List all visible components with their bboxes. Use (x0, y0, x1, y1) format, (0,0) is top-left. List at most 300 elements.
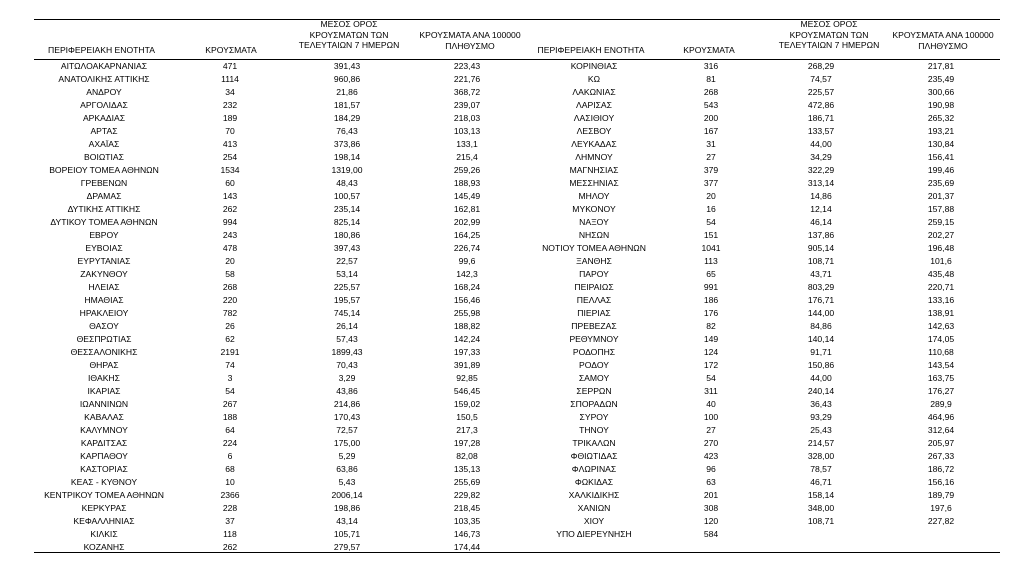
header-avg7-left (294, 19, 404, 51)
cases-cell: 149 (703, 334, 719, 344)
per100k-cell: 176,27 (927, 386, 955, 396)
cases-cell: 74 (225, 360, 235, 370)
cases-cell: 2366 (220, 490, 240, 500)
per100k-cell: 255,69 (453, 477, 481, 487)
unit-cell: ΠΙΕΡΙΑΣ (577, 308, 611, 318)
cases-cell: 27 (706, 152, 716, 162)
per100k-cell: 159,02 (453, 399, 481, 409)
cases-cell: 413 (222, 139, 238, 149)
avg7-cell: 268,29 (760, 60, 882, 74)
avg7-cell (760, 528, 882, 541)
avg7-cell: 144,00 (807, 308, 835, 318)
per100k-cell: 189,79 (927, 490, 955, 500)
unit-cell: ΑΙΤΩΛΟΑΚΑΡΝΑΝΙΑΣ (34, 60, 174, 74)
cases-cell: 377 (703, 178, 719, 188)
table-row (34, 268, 526, 281)
avg7-cell: 180,86 (333, 230, 361, 240)
avg7-cell: 108,71 (807, 256, 835, 266)
cases-cell: 143 (222, 191, 238, 201)
cases-cell: 201 (703, 490, 719, 500)
per100k-cell: 99,6 (458, 256, 476, 266)
unit-cell: ΠΕΙΡΑΙΩΣ (574, 282, 614, 292)
table-row (34, 515, 526, 528)
avg7-cell: 108,71 (807, 516, 835, 526)
per100k-cell: 188,93 (453, 178, 481, 188)
table-row (34, 307, 526, 320)
table-row (34, 372, 526, 385)
per100k-cell: 197,6 (930, 503, 952, 513)
table-row (526, 463, 1000, 476)
unit-cell: ΚΟΖΑΝΗΣ (83, 542, 125, 552)
cases-cell: 262 (222, 204, 238, 214)
table-row (526, 320, 1000, 333)
avg7-cell: 100,57 (333, 191, 361, 201)
per100k-cell: 142,63 (927, 321, 955, 331)
table-row (34, 463, 526, 476)
avg7-cell: 225,57 (807, 87, 835, 97)
unit-cell: ΓΡΕΒΕΝΩΝ (80, 178, 128, 188)
table-row (526, 99, 1000, 112)
header-avg-line2: ΚΡΟΥΣΜΑΤΩΝ ΤΩΝ (789, 29, 869, 40)
cases-cell: 200 (703, 113, 719, 123)
cases-cell: 176 (703, 308, 719, 318)
table-row (526, 203, 1000, 216)
avg7-cell: 1319,00 (331, 165, 363, 175)
avg7-cell: 48,43 (336, 178, 358, 188)
unit-cell: ΚΑΣΤΟΡΙΑΣ (80, 464, 128, 474)
unit-cell: ΚΕΦΑΛΛΗΝΙΑΣ (73, 516, 135, 526)
per100k-cell: 145,49 (453, 191, 481, 201)
cases-cell: 118 (223, 529, 237, 539)
table-row (34, 60, 526, 74)
unit-cell: ΒΟΙΩΤΙΑΣ (84, 152, 124, 162)
cases-cell: 124 (703, 347, 719, 357)
table-row (526, 346, 1000, 359)
per100k-cell: 235,49 (927, 74, 955, 84)
cases-cell: 172 (703, 360, 719, 370)
avg7-cell: 84,86 (810, 321, 832, 331)
unit-cell: ΡΟΔΟΠΗΣ (572, 347, 616, 357)
cases-cell: 1534 (220, 165, 240, 175)
table-row (34, 437, 526, 450)
cases-cell: 1041 (701, 243, 721, 253)
per100k-cell: 368,72 (453, 87, 481, 97)
header-cases-right: ΚΡΟΥΣΜΑΤΑ (683, 45, 735, 55)
table-row (526, 385, 1000, 398)
per100k-cell: 201,37 (927, 191, 955, 201)
table-row (526, 489, 1000, 502)
per100k-cell: 312,64 (927, 425, 955, 435)
cases-cell: 379 (703, 165, 719, 175)
avg7-cell: 133,57 (807, 126, 835, 136)
per100k-cell: 103,35 (453, 516, 481, 526)
header-avg-line3: ΤΕΛΕΥΤΑΙΩΝ 7 ΗΜΕΡΩΝ (778, 40, 880, 50)
avg7-cell: 72,57 (336, 425, 358, 435)
per100k-cell: 218,45 (453, 503, 481, 513)
per100k-cell (882, 528, 1000, 541)
avg7-cell: 279,57 (333, 542, 361, 552)
per100k-cell: 146,73 (453, 529, 481, 539)
unit-cell: ΙΚΑΡΙΑΣ (87, 386, 121, 396)
avg7-cell: 214,57 (807, 438, 835, 448)
unit-cell: ΕΒΡΟΥ (89, 230, 119, 240)
header-unit-right: ΠΕΡΙΦΕΡΕΙΑΚΗ ΕΝΟΤΗΤΑ (537, 45, 645, 55)
avg7-cell: 34,29 (810, 152, 832, 162)
unit-cell: ΛΑΣΙΘΙΟΥ (573, 113, 615, 123)
per100k-cell: 205,97 (927, 438, 955, 448)
cases-cell: 991 (703, 282, 719, 292)
cases-cell: 308 (703, 503, 719, 513)
table-row (526, 450, 1000, 463)
avg7-cell: 170,43 (333, 412, 361, 422)
table-row (526, 528, 1000, 541)
unit-cell: ΑΡΤΑΣ (90, 126, 118, 136)
cases-cell: 70 (225, 126, 235, 136)
cases-cell: 584 (703, 529, 719, 539)
table-row (34, 229, 526, 242)
avg7-cell: 43,14 (336, 516, 358, 526)
unit-cell: ΚΟΡΙΝΘΙΑΣ (526, 60, 662, 74)
unit-cell: ΥΠΟ ΔΙΕΡΕΥΝΗΣΗ (556, 529, 632, 539)
avg7-cell: 63,86 (336, 464, 358, 474)
avg7-cell: 960,86 (333, 74, 361, 84)
unit-cell: ΝΗΣΩΝ (578, 230, 610, 240)
bottom-rule (34, 552, 1000, 553)
avg7-cell: 195,57 (333, 295, 361, 305)
avg7-cell: 198,14 (333, 152, 361, 162)
unit-cell: ΠΡΕΒΕΖΑΣ (571, 321, 617, 331)
cases-cell: 316 (662, 60, 760, 74)
table-row (34, 294, 526, 307)
table-row (526, 177, 1000, 190)
avg7-cell: 36,43 (810, 399, 832, 409)
table-row (526, 307, 1000, 320)
cases-cell: 20 (225, 256, 235, 266)
unit-cell: ΑΡΓΟΛΙΔΑΣ (80, 100, 128, 110)
per100k-cell: 289,9 (930, 399, 952, 409)
cases-cell: 232 (222, 100, 238, 110)
table-row (526, 216, 1000, 229)
cases-cell: 54 (706, 373, 716, 383)
avg7-cell: 91,71 (810, 347, 832, 357)
unit-cell: ΙΩΑΝΝΙΝΩΝ (79, 399, 129, 409)
table-row (526, 151, 1000, 164)
cases-cell: 68 (225, 464, 235, 474)
per100k-cell: 226,74 (453, 243, 481, 253)
table-row (526, 281, 1000, 294)
cases-cell: 1114 (221, 74, 239, 84)
cases-cell: 262 (222, 542, 238, 552)
per100k-cell: 267,33 (927, 451, 955, 461)
table-row (34, 424, 526, 437)
per100k-cell: 199,46 (927, 165, 955, 175)
cases-cell: 3 (227, 373, 233, 383)
per100k-cell: 168,24 (453, 282, 481, 292)
unit-cell: ΚΕΑΣ - ΚΥΘΝΟΥ (70, 477, 138, 487)
cases-cell: 20 (706, 191, 716, 201)
header-unit-left: ΠΕΡΙΦΕΡΕΙΑΚΗ ΕΝΟΤΗΤΑ (48, 45, 155, 55)
table-row (526, 242, 1000, 255)
avg7-cell: 5,29 (338, 451, 356, 461)
per100k-cell: 163,75 (927, 373, 955, 383)
cases-cell: 54 (225, 386, 235, 396)
unit-cell: ΑΧΑΪΑΣ (88, 139, 120, 149)
per100k-cell: 138,91 (927, 308, 955, 318)
unit-cell: ΧΑΛΚΙΔΙΚΗΣ (568, 490, 620, 500)
avg7-cell: 22,57 (336, 256, 358, 266)
avg7-cell: 186,71 (807, 113, 835, 123)
per100k-cell: 464,96 (927, 412, 955, 422)
unit-cell: ΤΗΝΟΥ (579, 425, 609, 435)
table-row (34, 216, 526, 229)
avg7-cell: 1899,43 (331, 347, 363, 357)
avg7-cell: 905,14 (807, 243, 835, 253)
unit-cell: ΛΑΡΙΣΑΣ (576, 100, 612, 110)
left-data-table (34, 59, 526, 554)
per100k-cell: 227,82 (927, 516, 955, 526)
header-per100k-right (886, 30, 1000, 51)
avg7-cell: 198,86 (333, 503, 361, 513)
per100k-cell: 174,05 (927, 334, 955, 344)
per100k-cell: 92,85 (456, 373, 478, 383)
cases-cell: 58 (225, 269, 235, 279)
header-cases-left: ΚΡΟΥΣΜΑΤΑ (205, 45, 257, 55)
header-avg-line3: ΤΕΛΕΥΤΑΙΩΝ 7 ΗΜΕΡΩΝ (298, 40, 400, 50)
per100k-cell: 103,13 (453, 126, 481, 136)
unit-cell: ΕΥΒΟΙΑΣ (85, 243, 123, 253)
avg7-cell: 43,86 (336, 386, 358, 396)
avg7-cell: 105,71 (333, 529, 361, 539)
avg7-cell: 397,43 (333, 243, 361, 253)
per100k-cell: 142,24 (453, 334, 481, 344)
table-row (34, 255, 526, 268)
cases-cell: 188 (222, 412, 238, 422)
avg7-cell: 2006,14 (331, 490, 363, 500)
cases-cell: 478 (222, 243, 238, 253)
table-row (526, 229, 1000, 242)
unit-cell: ΗΜΑΘΙΑΣ (84, 295, 124, 305)
avg7-cell: 3,29 (338, 373, 356, 383)
header-per-line2: ΠΛΗΘΥΣΜΟ (445, 40, 495, 51)
header-per-line1: ΚΡΟΥΣΜΑΤΑ ΑΝΑ 100000 (892, 30, 994, 40)
avg7-cell: 313,14 (807, 178, 835, 188)
unit-cell: ΛΑΚΩΝΙΑΣ (572, 87, 616, 97)
unit-cell: ΧΑΝΙΩΝ (577, 503, 611, 513)
table-row (526, 515, 1000, 528)
table-row (526, 359, 1000, 372)
header-avg-line2: ΚΡΟΥΣΜΑΤΩΝ ΤΩΝ (309, 29, 389, 40)
header-avg-line1: ΜΕΣΟΣ ΟΡΟΣ (320, 19, 378, 29)
cases-cell: 100 (703, 412, 719, 422)
per100k-cell: 174,44 (453, 542, 481, 552)
unit-cell: ΜΥΚΟΝΟΥ (572, 204, 616, 214)
cases-cell: 40 (706, 399, 716, 409)
cases-cell: 782 (222, 308, 238, 318)
table-row (34, 333, 526, 346)
avg7-cell: 240,14 (807, 386, 835, 396)
table-row (34, 489, 526, 502)
avg7-cell: 44,00 (810, 373, 832, 383)
per100k-cell: 196,48 (927, 243, 955, 253)
unit-cell: ΗΡΑΚΛΕΙΟΥ (79, 308, 129, 318)
unit-cell: ΘΑΣΟΥ (89, 321, 119, 331)
table-row (526, 333, 1000, 346)
unit-cell: ΡΟΔΟΥ (579, 360, 609, 370)
cases-cell: 268 (222, 282, 238, 292)
cases-cell: 120 (703, 516, 719, 526)
per100k-cell: 164,25 (453, 230, 481, 240)
cases-cell: 254 (222, 152, 238, 162)
avg7-cell: 150,86 (807, 360, 835, 370)
table-row (34, 86, 526, 99)
table-row (526, 476, 1000, 489)
cases-cell: 224 (222, 438, 238, 448)
table-row (526, 164, 1000, 177)
per100k-cell: 215,4 (456, 152, 478, 162)
cases-cell: 167 (703, 126, 719, 136)
per100k-cell: 186,72 (927, 464, 955, 474)
per100k-cell: 156,41 (927, 152, 955, 162)
cases-cell: 228 (222, 503, 238, 513)
avg7-cell: 74,57 (810, 74, 832, 84)
avg7-cell: 46,14 (810, 217, 832, 227)
per100k-cell: 162,81 (453, 204, 481, 214)
per100k-cell: 255,98 (453, 308, 481, 318)
per100k-cell: 259,26 (453, 165, 481, 175)
avg7-cell: 184,29 (333, 113, 361, 123)
per100k-cell: 239,07 (453, 100, 481, 110)
avg7-cell: 235,14 (333, 204, 361, 214)
avg7-cell: 93,29 (810, 412, 832, 422)
cases-cell: 82 (706, 321, 716, 331)
avg7-cell: 391,43 (286, 60, 408, 74)
unit-cell: ΘΕΣΣΑΛΟΝΙΚΗΣ (70, 347, 138, 357)
per100k-cell: 265,32 (927, 113, 955, 123)
avg7-cell: 825,14 (333, 217, 361, 227)
table-row (34, 359, 526, 372)
avg7-cell: 26,14 (336, 321, 358, 331)
unit-cell: ΚΙΛΚΙΣ (90, 529, 118, 539)
cases-cell: 186 (703, 295, 719, 305)
cases-cell: 189 (222, 113, 238, 123)
avg7-cell: 57,43 (336, 334, 358, 344)
table-row (526, 73, 1000, 86)
header-avg-line1: ΜΕΣΟΣ ΟΡΟΣ (800, 19, 858, 29)
cases-cell: 311 (704, 386, 718, 396)
header-per100k-left (414, 30, 526, 51)
avg7-cell: 53,14 (336, 269, 358, 279)
avg7-cell: 21,86 (336, 87, 358, 97)
per100k-cell: 133,1 (456, 139, 478, 149)
unit-cell: ΧΙΟΥ (583, 516, 605, 526)
unit-cell: ΠΑΡΟΥ (579, 269, 609, 279)
per100k-cell: 157,88 (927, 204, 955, 214)
avg7-cell: 745,14 (333, 308, 361, 318)
cases-cell: 220 (222, 295, 238, 305)
unit-cell: ΝΑΞΟΥ (579, 217, 609, 227)
unit-cell: ΚΩ (587, 74, 601, 84)
unit-cell: ΔΥΤΙΚΗΣ ΑΤΤΙΚΗΣ (67, 204, 141, 214)
table-row (34, 502, 526, 515)
table-row (526, 398, 1000, 411)
per100k-cell: 235,69 (927, 178, 955, 188)
unit-cell: ΚΑΛΥΜΝΟΥ (80, 425, 128, 435)
unit-cell: ΦΘΙΩΤΙΔΑΣ (570, 451, 618, 461)
cases-cell: 81 (706, 74, 716, 84)
cases-cell: 31 (706, 139, 716, 149)
avg7-cell: 78,57 (810, 464, 832, 474)
unit-cell: ΚΕΡΚΥΡΑΣ (81, 503, 127, 513)
per100k-cell: 202,99 (453, 217, 481, 227)
table-row (526, 424, 1000, 437)
table-row (526, 112, 1000, 125)
cases-cell: 60 (225, 178, 235, 188)
cases-cell: 54 (706, 217, 716, 227)
cases-cell: 63 (706, 477, 716, 487)
per100k-cell: 82,08 (456, 451, 478, 461)
unit-cell: ΚΑΒΑΛΑΣ (84, 412, 124, 422)
cases-cell: 96 (706, 464, 716, 474)
per100k-cell: 110,68 (928, 347, 954, 357)
avg7-cell: 158,14 (807, 490, 835, 500)
table-row (34, 242, 526, 255)
cases-cell: 16 (706, 204, 716, 214)
per100k-cell: 217,81 (882, 60, 1000, 74)
header-per-line1: ΚΡΟΥΣΜΑΤΑ ΑΝΑ 100000 (419, 30, 521, 40)
per100k-cell: 143,54 (927, 360, 955, 370)
per100k-cell: 133,16 (927, 295, 955, 305)
avg7-cell: 181,57 (333, 100, 361, 110)
unit-cell: ΘΕΣΠΡΩΤΙΑΣ (76, 334, 132, 344)
table-row (34, 190, 526, 203)
header-avg7-right (774, 19, 884, 51)
table-row (526, 294, 1000, 307)
table-row (34, 177, 526, 190)
unit-cell: ΞΑΝΘΗΣ (576, 256, 612, 266)
avg7-cell: 214,86 (333, 399, 361, 409)
avg7-cell: 70,43 (336, 360, 358, 370)
table-row (34, 346, 526, 359)
per100k-cell: 197,33 (453, 347, 481, 357)
avg7-cell: 25,43 (810, 425, 832, 435)
per100k-cell: 391,89 (453, 360, 481, 370)
table-row (34, 320, 526, 333)
per100k-cell: 156,16 (927, 477, 955, 487)
table-row (34, 281, 526, 294)
per100k-cell: 546,45 (453, 386, 481, 396)
cases-cell: 994 (222, 217, 238, 227)
unit-cell: ΜΗΛΟΥ (578, 191, 610, 201)
per100k-cell: 150,5 (456, 412, 478, 422)
per100k-cell: 193,21 (927, 126, 955, 136)
unit-cell: ΤΡΙΚΑΛΩΝ (572, 438, 616, 448)
unit-cell: ΚΕΝΤΡΙΚΟΥ ΤΟΜΕΑ ΑΘΗΝΩΝ (44, 490, 164, 500)
avg7-cell: 76,43 (336, 126, 358, 136)
cases-cell: 471 (174, 60, 286, 74)
unit-cell: ΖΑΚΥΝΘΟΥ (80, 269, 128, 279)
cases-cell: 270 (703, 438, 719, 448)
per100k-cell: 300,66 (927, 87, 955, 97)
per100k-cell: 217,3 (456, 425, 478, 435)
table-row (34, 385, 526, 398)
cases-cell: 65 (706, 269, 716, 279)
table-row (526, 268, 1000, 281)
cases-cell: 243 (222, 230, 238, 240)
unit-cell: ΣΑΜΟΥ (578, 373, 610, 383)
per100k-cell: 188,82 (453, 321, 481, 331)
table-row (34, 151, 526, 164)
unit-cell: ΦΩΚΙΔΑΣ (574, 477, 614, 487)
